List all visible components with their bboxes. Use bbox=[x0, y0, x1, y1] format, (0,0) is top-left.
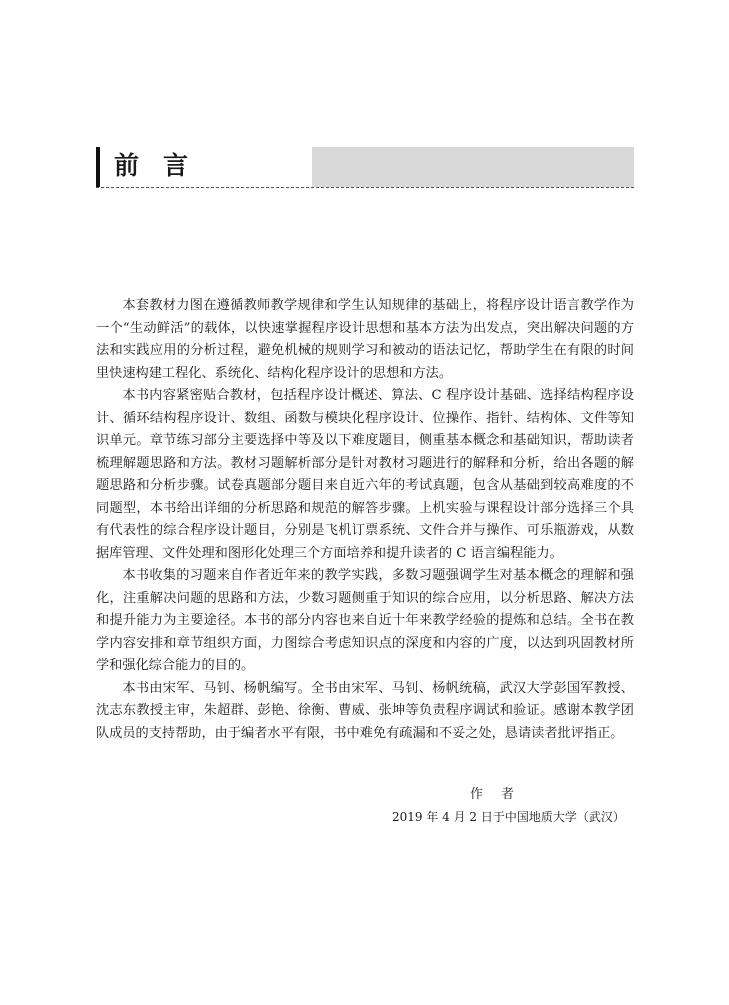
paragraph-3: 本书收集的习题来自作者近年来的教学实践，多数习题强调学生对基本概念的理解和强化，注重解决问题的思路和方法，少数习题侧重于知识的综合应用，以分析思路、解决方法和提升能力为主要途径。本书的部分内容也来自近十年来教学经验的提炼和总结。全书在教学内容安排和章节组织方面，力图综合考虑知识点的深度和内容的广度，以达到巩固教材所学和强化综合能力的目的。 bbox=[96, 568, 634, 673]
paragraph-4: 本书由宋军、马钊、杨帆编写。全书由宋军、马钊、杨帆统稿，武汉大学彭国军教授、沈志东教授主审，朱超群、彭艳、徐衡、曹威、张坤等负责程序调试和验证。感谢本教学团队成员的支持帮助，由于编者水平有限，书中难免有疏漏和不妥之处，恳请读者批评指正。 bbox=[96, 680, 634, 741]
section-heading bbox=[96, 147, 634, 188]
page-title: 前言 bbox=[114, 151, 213, 180]
paragraph-2: 本书内容紧密贴合教材，包括程序设计概述、算法、C 程序设计基础、选择结构程序设计、循环结构程序设计、数组、函数与模块化程序设计、位操作、指针、结构体、文件等知识单元。章节练习部分主要选择中等及以下难度题目，侧重基本概念和基础知识，帮助读者梳理解题思路和方法。教材习题解析部分是针对教材习题进行的解释和分析，给出各题的解题思路和分析步骤。试卷真题部分题目来自近六年的考试真题，包含从基础到较高难度的不同题型，本书给出详细的分析思路和规范的解答步骤。上机实验与课程设计部分选择三个具有代表性的综合程序设计题目，分别是飞机订票系统、文件合并与操作、可乐瓶游戏，从数据库管理、文件处理和图形化处理三个方面培养和提升读者的 C 语言编程能力。 bbox=[96, 388, 634, 561]
date-line: 2019 年 4 月 2 日于中国地质大学（武汉） bbox=[392, 810, 625, 824]
author-signature: 作者 bbox=[470, 787, 533, 802]
paragraph-1: 本套教材力图在遵循教师教学规律和学生认知规律的基础上，将程序设计语言教学作为一个“生动鲜活”的载体，以快速掌握程序设计思想和基本方法为出发点，突出解决问题的方法和实践应用的分析过程，避免机械的规则学习和被动的语法记忆，帮助学生在有限的时间里快速构建工程化、系统化、结构化程序设计的思想和方法。 bbox=[96, 298, 634, 381]
preface-body bbox=[96, 295, 634, 745]
heading-shaded-band bbox=[312, 147, 634, 187]
heading-accent-bar bbox=[96, 147, 100, 187]
